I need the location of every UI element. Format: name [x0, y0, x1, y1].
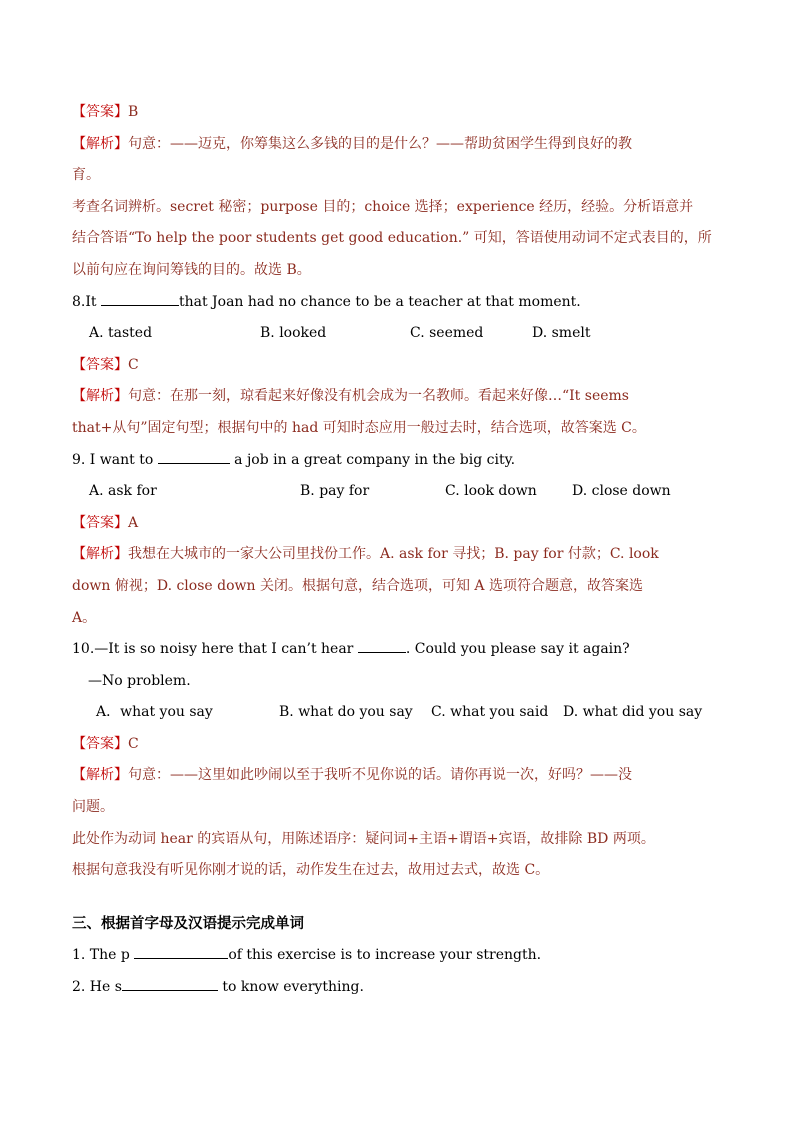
explanation-7-line3: 考查名词辨析。secret 秘密；purpose 目的；choice 选择；experience 经历，经验。分析语意并 — [72, 198, 694, 215]
explanation-9-line1 — [72, 543, 722, 575]
explanation-10-line1 — [72, 764, 722, 796]
option-c: C. what you said — [431, 704, 549, 721]
question-text-post: to know everything. — [222, 979, 364, 996]
answer-10 — [72, 733, 722, 765]
explanation-label: 【解析】 — [72, 135, 128, 152]
question-text-pre: 9. I want to — [72, 451, 154, 468]
explanation-7-line2: 育。 — [72, 167, 100, 184]
spacer — [72, 891, 722, 913]
answer-blank — [158, 449, 230, 464]
answer-9 — [72, 512, 722, 544]
option-c: C. look down — [445, 483, 537, 500]
question-10-options — [72, 701, 722, 733]
section-3-title: 三、根据首字母及汉语提示完成单词 — [72, 915, 304, 932]
explanation-text: 句意：在那一刻，琼看起来好像没有机会成为一名教师。看起来好像…“It seems — [128, 388, 629, 405]
option-a: A. tasted — [89, 325, 153, 342]
option-a: A．what you say — [96, 704, 213, 721]
question-text-pre: 2. He s — [72, 979, 122, 996]
explanation-label: 【解析】 — [72, 388, 128, 405]
explanation-label: 【解析】 — [72, 767, 128, 784]
question-text-pre: 1. The p — [72, 947, 130, 964]
section-3-question-1 — [72, 944, 722, 976]
option-d: D. close down — [572, 483, 671, 500]
question-10-reply: —No problem. — [88, 672, 191, 689]
answer-value: B — [128, 104, 139, 120]
explanation-text: 我想在大城市的一家大公司里找份工作。A. ask for 寻找；B. pay for 付款；C. look — [128, 546, 659, 563]
explanation-label: 【解析】 — [72, 546, 128, 563]
question-text-post: a job in a great company in the big city. — [234, 451, 516, 468]
question-text-pre: 8.It — [72, 293, 97, 310]
question-text-post: that Joan had no chance to be a teacher at that moment. — [178, 293, 581, 310]
explanation-7-line4: 结合答语“To help the poor students get good education.” 可知，答语使用动词不定式表目的，所 — [72, 230, 712, 247]
question-9 — [72, 449, 722, 481]
option-b: B. pay for — [300, 483, 370, 500]
option-c: C. seemed — [410, 325, 484, 342]
explanation-10-line4: 根据句意我没有听见你刚才说的话，动作发生在过去，故用过去式，故选 C。 — [72, 862, 550, 879]
answer-value: C — [128, 735, 139, 752]
answer-7 — [72, 101, 722, 133]
explanation-7-line5: 以前句应在询问筹钱的目的。故选 B。 — [72, 261, 311, 278]
explanation-7-line1 — [72, 133, 722, 165]
answer-blank — [122, 976, 218, 991]
explanation-9-line3: A。 — [72, 609, 97, 626]
answer-label: 【答案】 — [72, 356, 128, 373]
explanation-text: 句意：——这里如此吵闹以至于我听不见你说的话。请你再说一次，好吗？——没 — [128, 767, 632, 784]
option-d: D. what did you say — [563, 704, 703, 721]
answer-blank — [358, 638, 406, 653]
section-3-question-2 — [72, 976, 722, 1008]
answer-8 — [72, 354, 722, 386]
question-10 — [72, 638, 722, 670]
answer-blank — [134, 944, 228, 959]
answer-value: C — [128, 356, 139, 373]
answer-value: A — [128, 514, 139, 531]
question-8 — [72, 291, 722, 323]
option-a: A. ask for — [89, 483, 157, 500]
answer-label: 【答案】 — [72, 104, 128, 120]
option-b: B. what do you say — [279, 704, 413, 721]
answer-label: 【答案】 — [72, 514, 128, 531]
option-d: D. smelt — [532, 325, 591, 342]
answer-blank — [101, 291, 179, 306]
question-8-options — [72, 322, 722, 354]
explanation-10-line2: 问题。 — [72, 799, 114, 816]
question-9-options — [72, 480, 722, 512]
explanation-10-line3: 此处作为动词 hear 的宾语从句，用陈述语序：疑问词+主语+谓语+宾语，故排除 BD 两项。 — [72, 830, 655, 847]
explanation-8-line1 — [72, 385, 722, 417]
question-text-pre: 10.—It is so noisy here that I can’t hear — [72, 641, 354, 658]
explanation-8-line2: that+从句”固定句型；根据句中的 had 可知时态应用一般过去时，结合选项，故答案选 C。 — [72, 419, 646, 436]
answer-label: 【答案】 — [72, 735, 128, 752]
explanation-text: 句意：——迈克，你筹集这么多钱的目的是什么？——帮助贫困学生得到良好的教 — [128, 135, 632, 152]
option-b: B. looked — [260, 325, 327, 342]
document-body — [72, 101, 722, 1008]
explanation-9-line2: down 俯视；D. close down 关闭。根据句意，结合选项，可知 A 选项符合题意，故答案选 — [72, 577, 643, 594]
question-text-post: of this exercise is to increase your strength. — [228, 947, 542, 964]
question-text-post: . Could you please say it again? — [405, 641, 630, 658]
